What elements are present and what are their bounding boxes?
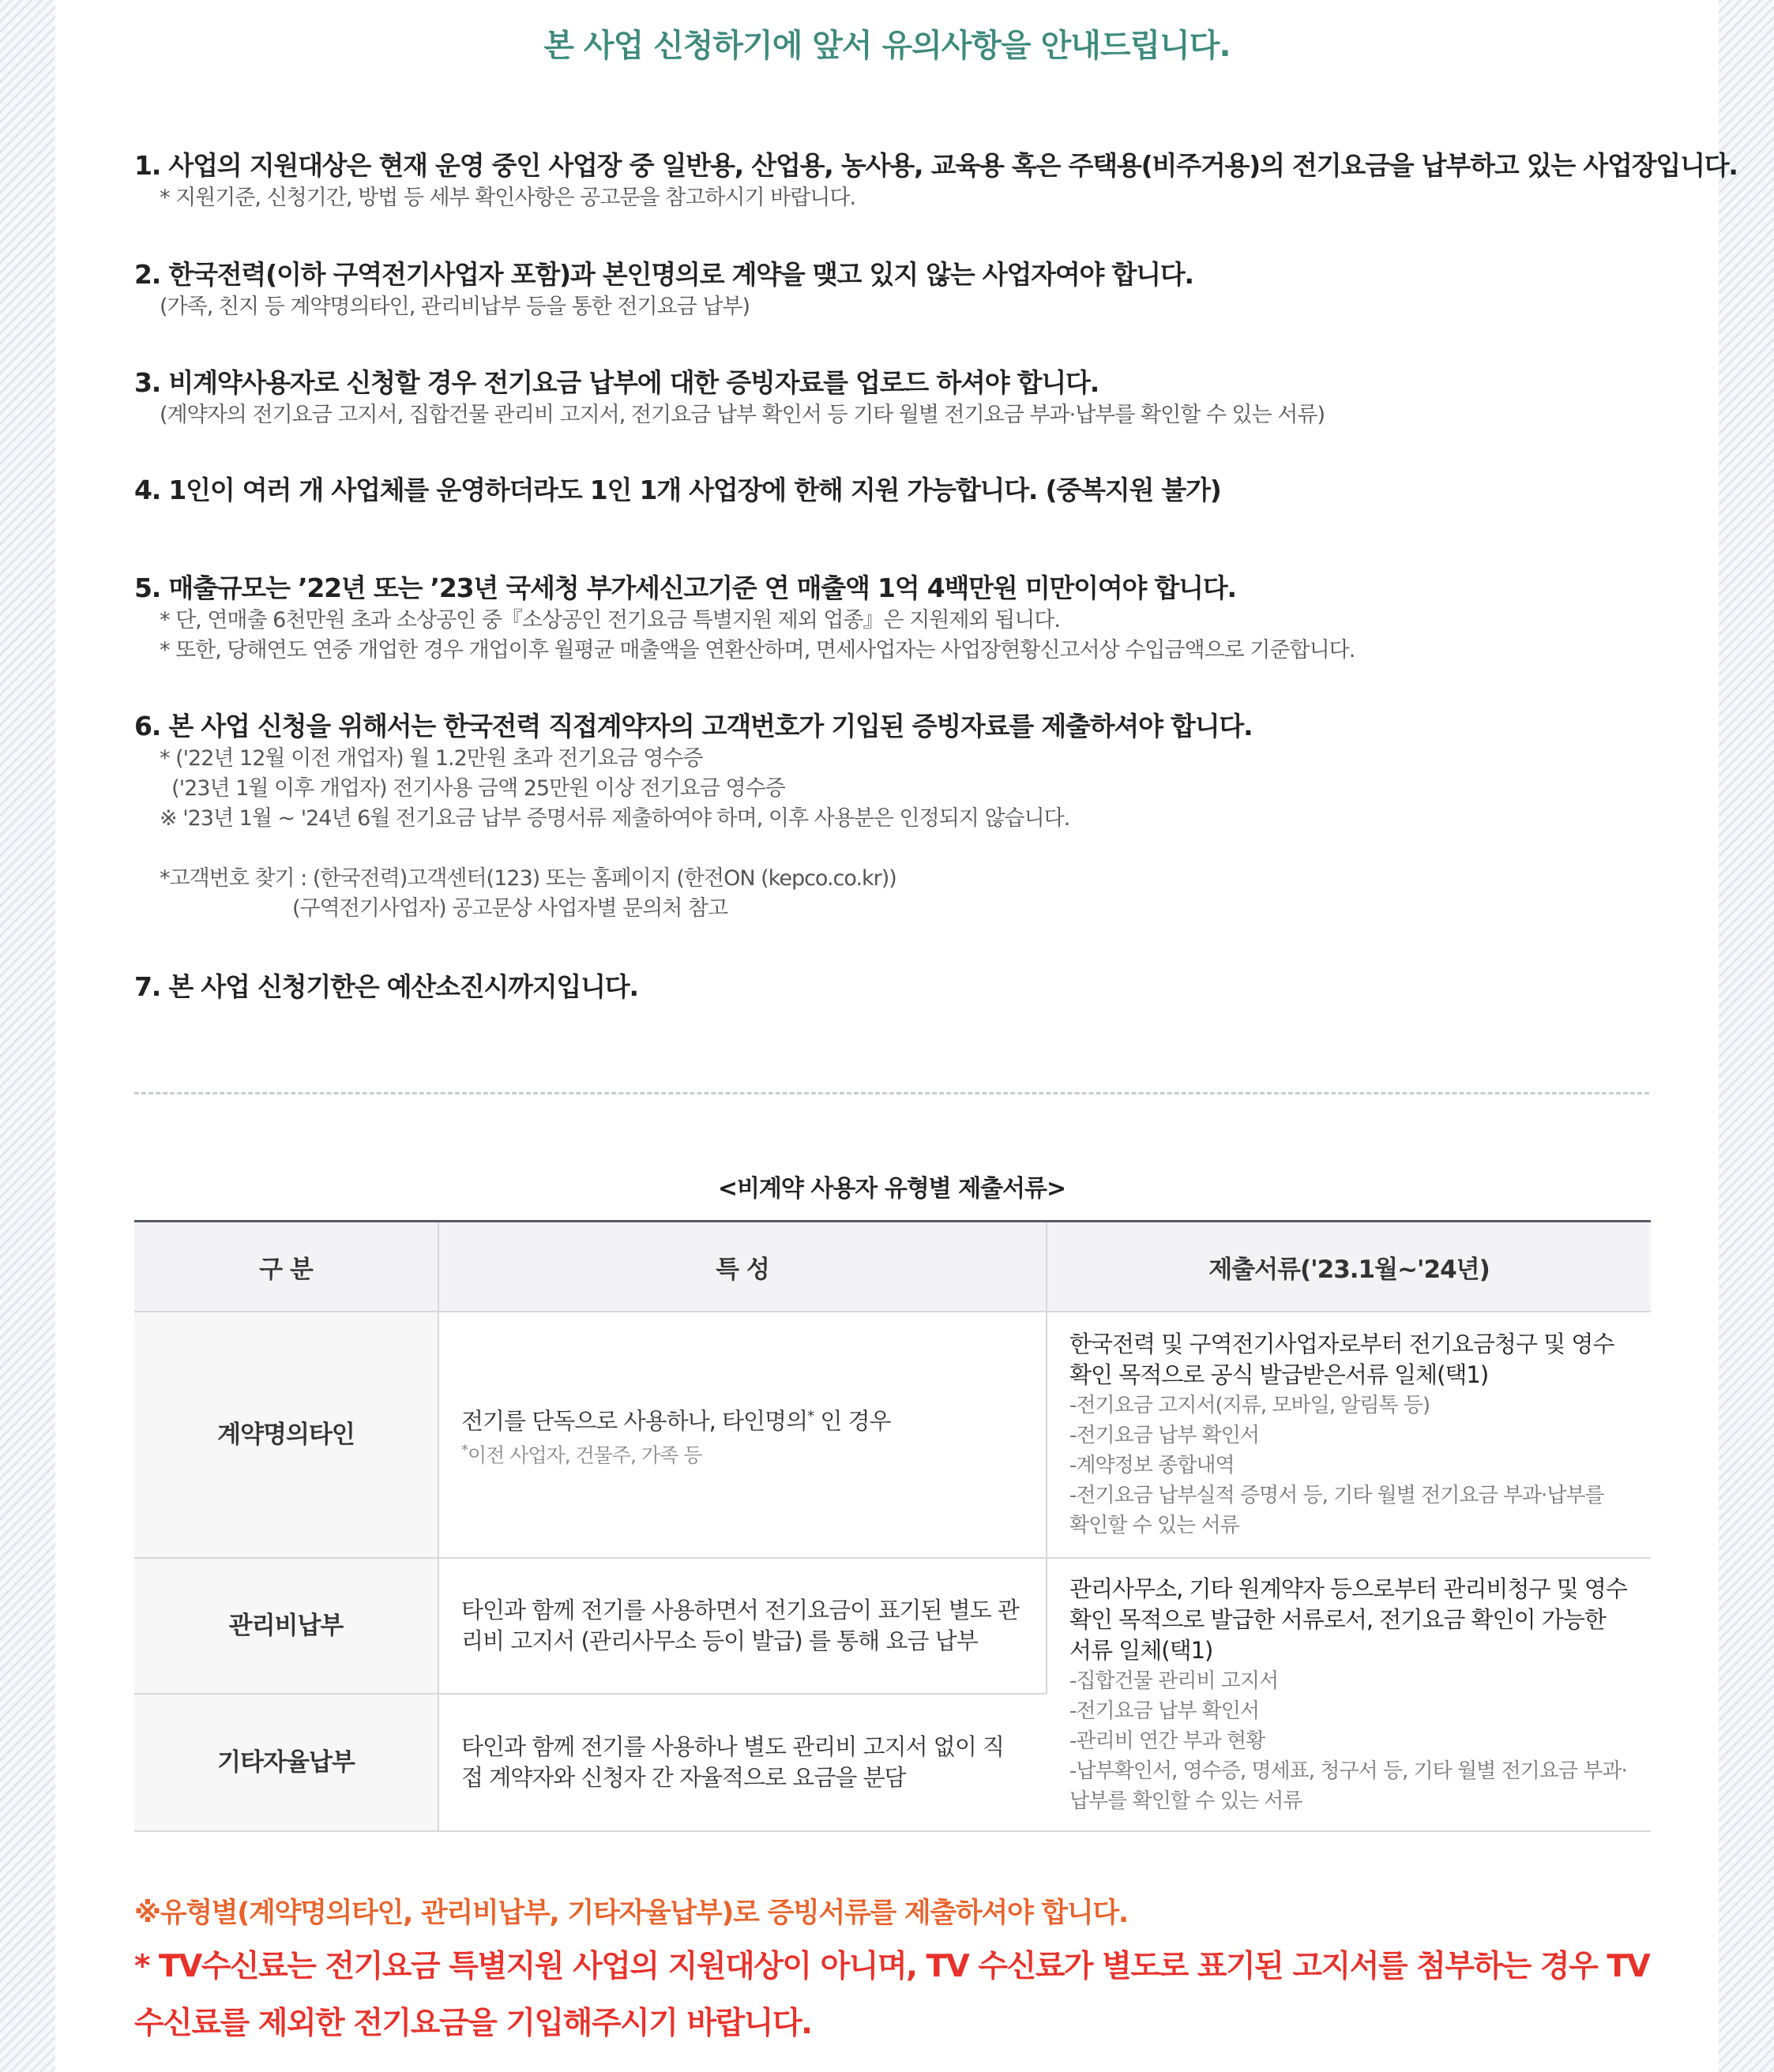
type-cell: 계약명의타인: [134, 1312, 438, 1558]
document-item: -납부확인서, 영수증, 명세표, 청구서 등, 기타 월별 전기요금 부과·납부를 확인할 수 있는 서류: [1069, 1759, 1627, 1813]
notice-heading: 7. 본 사업 신청기한은 예산소진시까지입니다.: [134, 971, 638, 1002]
notice-subtext: ※ '23년 1월 ~ '24년 6월 전기요금 납부 증명서류 제출하여야 하며, 이후 사용분은 인정되지 않습니다.: [160, 806, 1070, 831]
notice-heading: 4. 1인이 여러 개 사업체를 운영하더라도 1인 1개 사업장에 한해 지원 가능합니다. (중복지원 불가): [134, 475, 1221, 505]
notice-item-3: [134, 366, 1682, 430]
column-header-documents: 제출서류('23.1월~'24년): [1047, 1222, 1651, 1312]
notice-subtext: * 단, 연매출 6천만원 초과 소상공인 중『소상공인 전기요금 특별지원 제외 업종』은 지원제외 됩니다.: [160, 608, 1060, 632]
feature-text-tail: 인 경우: [820, 1407, 891, 1435]
notice-subtext: ('23년 1월 이후 개업자) 전기사용 금액 25만원 이상 전기요금 영수증: [160, 776, 785, 801]
page-title: 본 사업 신청하기에 앞서 유의사항을 안내드립니다.: [543, 28, 1231, 64]
documents-description: 한국전력 및 구역전기사업자로부터 전기요금청구 및 영수 확인 목적으로 공식 발급받은서류 일체(택1): [1069, 1331, 1614, 1388]
type-cell: 기타자율납부: [134, 1694, 438, 1831]
table-row: [134, 1312, 1651, 1558]
notice-heading: 2. 한국전력(이하 구역전기사업자 포함)과 본인명의로 계약을 맺고 있지 않는 사업자여야 합니다.: [134, 259, 1193, 290]
warning-tv-license-fee: * TV수신료는 전기요금 특별지원 사업의 지원대상이 아니며, TV 수신료가 별도로 표기된 고지서를 첨부하는 경우 TV 수신료를 제외한 전기요금을 기입해주시기 바랍니다.: [134, 1949, 1650, 2041]
warning-submit-by-type: ※유형별(계약명의타인, 관리비납부, 기타자율납부)로 증빙서류를 제출하셔야 합니다.: [134, 1897, 1128, 1929]
document-item: -전기요금 납부실적 증명서 등, 기타 월별 전기요금 부과·납부를 확인할 수 있는 서류: [1069, 1484, 1604, 1537]
feature-footnote-text: 이전 사업자, 건물주, 가족 등: [468, 1443, 702, 1466]
table-row: [134, 1558, 1651, 1694]
column-header-type: 구 분: [134, 1222, 438, 1312]
notice-subtext: (계약자의 전기요금 고지서, 집합건물 관리비 고지서, 전기요금 납부 확인서 등 기타 월별 전기요금 부과·납부를 확인할 수 있는 서류): [160, 403, 1325, 427]
documents-table: [134, 1220, 1651, 1832]
document-item: -계약정보 종합내역: [1069, 1454, 1235, 1477]
notice-item-4: [134, 473, 1682, 508]
notice-item-7: [134, 970, 1682, 1004]
document-item: -전기요금 고지서(지류, 모바일, 알림톡 등): [1069, 1394, 1430, 1417]
table-caption: <비계약 사용자 유형별 제출서류>: [717, 1175, 1066, 1203]
footnote-mark: *: [461, 1441, 468, 1458]
notice-item-1: [134, 148, 1738, 213]
notice-subtext: * ('22년 12월 이전 개업자) 월 1.2만원 초과 전기요금 영수증: [160, 746, 703, 771]
notice-card: [55, 0, 1738, 2072]
notice-subtext: * 지원기준, 신청기간, 방법 등 세부 확인사항은 공고문을 참고하시기 바랍니다.: [160, 186, 856, 210]
notice-heading: 1. 사업의 지원대상은 현재 운영 중인 사업장 중 일반용, 산업용, 농사용, 교육용 혹은 주택용(비주거용)의 전기요금을 납부하고 있는 사업장입니다.: [134, 150, 1738, 181]
feature-cell: [438, 1312, 1047, 1558]
document-item: -집합건물 관리비 고지서: [1069, 1668, 1279, 1693]
notice-heading: 3. 비계약사용자로 신청할 경우 전기요금 납부에 대한 증빙자료를 업로드 하셔야 합니다.: [134, 367, 1099, 398]
notice-item-2: [134, 257, 1682, 322]
notice-subtext: (가족, 친지 등 계약명의타인, 관리비납부 등을 통한 전기요금 납부): [160, 295, 750, 319]
document-item: -전기요금 납부 확인서: [1069, 1424, 1259, 1447]
document-item: -관리비 연간 부과 현황: [1069, 1729, 1265, 1753]
feature-footnote: [461, 1437, 1024, 1469]
notice-item-5: [134, 571, 1682, 666]
customer-number-finder-note: (구역전기사업자) 공고문상 사업자별 문의처 참고: [292, 896, 728, 921]
notice-heading: 6. 본 사업 신청을 위해서는 한국전력 직접계약자의 고객번호가 기입된 증빙자료를 제출하셔야 합니다.: [134, 711, 1253, 741]
customer-number-finder: *고객번호 찾기 : (한국전력)고객센터(123) 또는 홈페이지 (한전ON (kepco.co.kr)): [160, 866, 896, 891]
documents-cell: [1047, 1558, 1651, 1831]
notice-heading: 5. 매출규모는 ’22년 또는 ’23년 국세청 부가세신고기준 연 매출액 1억 4백만원 미만이여야 합니다.: [134, 572, 1236, 603]
documents-cell: [1047, 1312, 1651, 1558]
feature-cell: 타인과 함께 전기를 사용하면서 전기요금이 표기된 별도 관리비 고지서 (관리사무소 등이 발급) 를 통해 요금 납부: [438, 1558, 1047, 1694]
documents-description: 관리사무소, 기타 원계약자 등으로부터 관리비청구 및 영수 확인 목적으로 발급한 서류로서, 전기요금 확인이 가능한 서류 일체(택1): [1069, 1575, 1627, 1664]
column-header-feature: 특 성: [438, 1222, 1047, 1312]
footnote-mark: *: [807, 1408, 814, 1424]
notice-subtext: * 또한, 당해연도 연중 개업한 경우 개업이후 월평균 매출액을 연환산하며, 면세사업자는 사업장현황신고서상 수입금액으로 기준합니다.: [160, 638, 1355, 663]
section-divider: [134, 1092, 1649, 1094]
type-cell: 관리비납부: [134, 1558, 438, 1694]
notice-item-6: [134, 709, 1682, 924]
feature-text: 전기를 단독으로 사용하나, 타인명의: [461, 1407, 808, 1435]
table-header-row: [134, 1222, 1651, 1312]
feature-cell: 타인과 함께 전기를 사용하나 별도 관리비 고지서 없이 직접 계약자와 신청자 간 자율적으로 요금을 분담: [438, 1694, 1047, 1831]
document-item: -전기요금 납부 확인서: [1069, 1699, 1259, 1723]
